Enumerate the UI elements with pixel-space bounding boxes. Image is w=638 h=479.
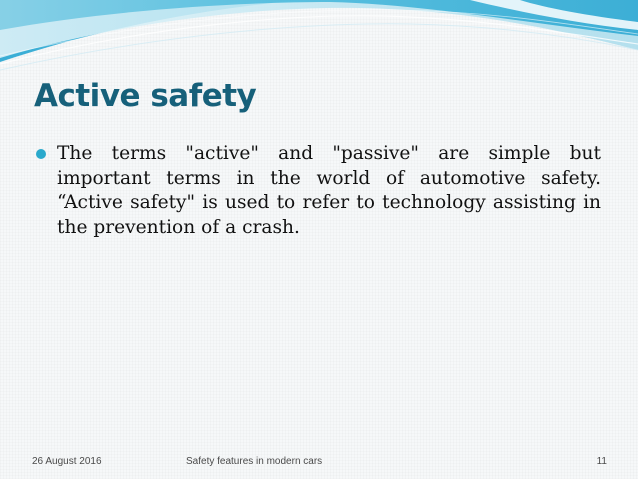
bullet-text: The terms "active" and "passive" are simple but important terms in the world of automotive safety. “Active safety" is used to refer to technology assisting in the prevention of a crash. xyxy=(57,143,601,238)
slide-number: 11 xyxy=(596,456,607,467)
bullet-item xyxy=(36,142,601,240)
slide-title: Active safety xyxy=(34,78,257,114)
footer-title: Safety features in modern cars xyxy=(186,456,323,467)
header-wave-decoration xyxy=(0,0,638,80)
bullet-dot-icon xyxy=(36,149,46,159)
footer-date: 26 August 2016 xyxy=(32,456,102,467)
